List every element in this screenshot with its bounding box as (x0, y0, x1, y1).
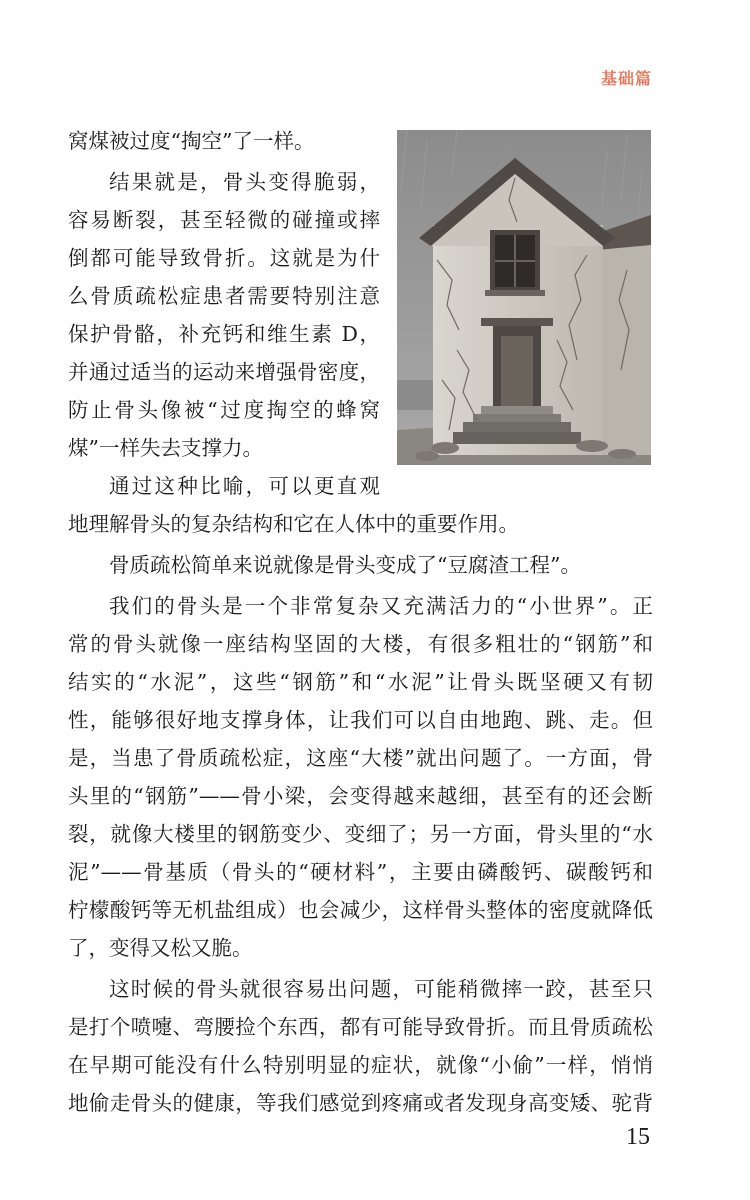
body-line: 在早期可能没有什么特别明显的症状，就像“小偷”一样，悄悄 (68, 1053, 653, 1077)
body-line: 保护骨骼，补充钙和维生素 D， (68, 322, 380, 346)
body-line: 煤”一样失去支撑力。 (68, 436, 263, 460)
body-line: 柠檬酸钙等无机盐组成）也会减少，这样骨头整体的密度就降低 (68, 898, 653, 922)
body-line: 结果就是，骨头变得脆弱， (109, 170, 380, 194)
body-line: 地偷走骨头的健康，等我们感觉到疼痛或者发现身高变矮、驼背 (68, 1091, 653, 1115)
body-line: 并通过适当的运动来增强骨密度， (68, 360, 380, 384)
body-line: 裂，就像大楼里的钢筋变少、变细了；另一方面，骨头里的“水 (68, 822, 653, 846)
body-line: 结实的“水泥”，这些“钢筋”和“水泥”让骨头既坚硬又有韧 (68, 670, 653, 694)
body-line: 通过这种比喻，可以更直观 (109, 474, 380, 498)
body-line: 是，当患了骨质疏松症，这座“大楼”就出问题了。一方面，骨 (68, 746, 653, 770)
body-line: 地理解骨头的复杂结构和它在人体中的重要作用。 (68, 512, 519, 536)
cracked-house-illustration (397, 130, 651, 465)
body-line: 骨质疏松简单来说就像是骨头变成了“豆腐渣工程”。 (109, 553, 581, 577)
page-number: 15 (626, 1124, 650, 1150)
body-line: 倒都可能导致骨折。这就是为什 (68, 246, 380, 270)
body-line: 么骨质疏松症患者需要特别注意 (68, 284, 380, 308)
body-line: 窝煤被过度“掏空”了一样。 (68, 129, 315, 153)
body-line: 这时候的骨头就很容易出问题，可能稍微摔一跤，甚至只 (109, 977, 653, 1001)
body-line: 容易断裂，甚至轻微的碰撞或摔 (68, 208, 380, 232)
body-line: 防止骨头像被“过度掏空的蜂窝 (68, 398, 380, 422)
body-line: 是打个喷嚏、弯腰捡个东西，都有可能导致骨折。而且骨质疏松 (68, 1015, 653, 1039)
body-line: 性，能够很好地支撑身体，让我们可以自由地跑、跳、走。但 (68, 708, 653, 732)
body-line: 常的骨头就像一座结构坚固的大楼，有很多粗壮的“钢筋”和 (68, 632, 653, 656)
body-line: 了，变得又松又脆。 (68, 936, 253, 960)
body-line: 泥”——骨基质（骨头的“硬材料”，主要由磷酸钙、碳酸钙和 (68, 860, 653, 884)
section-label: 基础篇 (600, 69, 652, 88)
body-line: 头里的“钢筋”——骨小梁，会变得越来越细，甚至有的还会断 (68, 784, 653, 808)
body-line: 我们的骨头是一个非常复杂又充满活力的“小世界”。正 (109, 594, 653, 618)
